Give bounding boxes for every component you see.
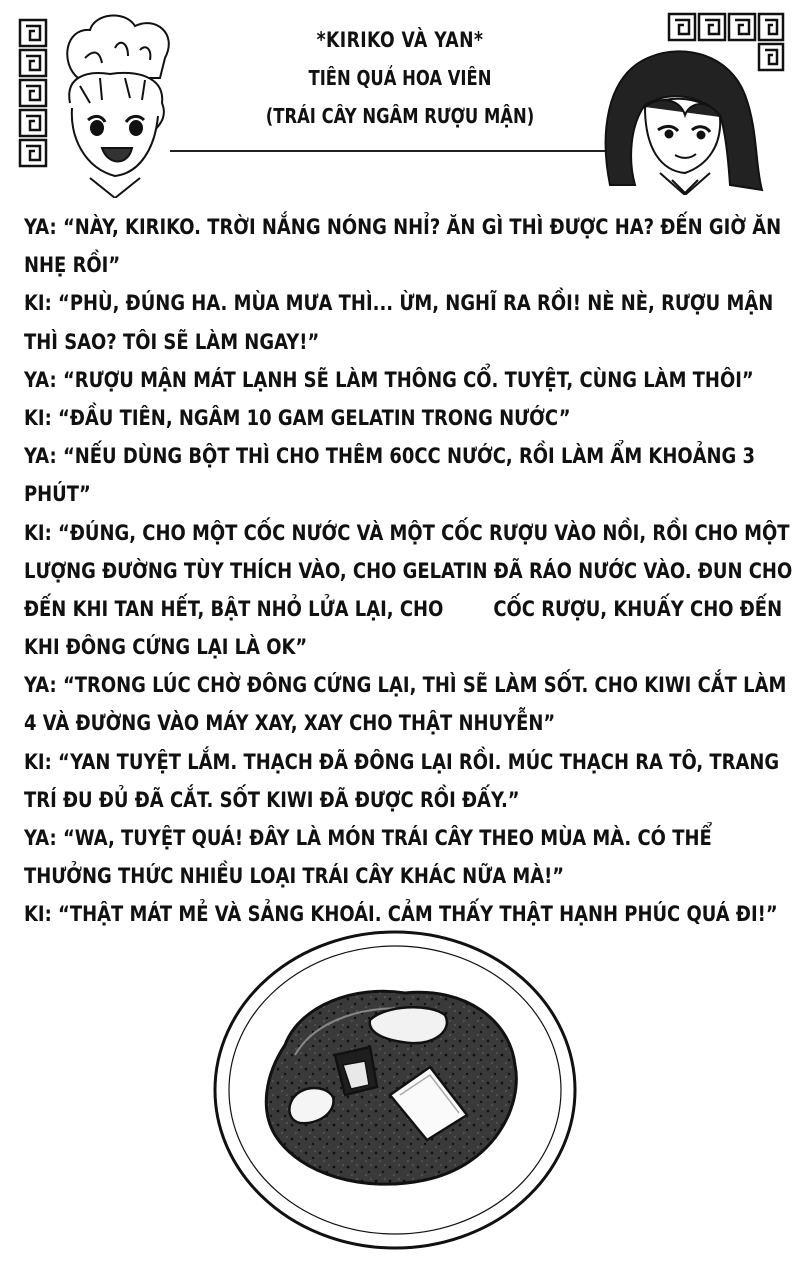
recipe-name: TIÊN QUẢ HOA VIÊN xyxy=(308,66,492,90)
page-title: *KIRIKO VÀ YAN* xyxy=(316,28,484,52)
dessert-plate-icon xyxy=(205,925,585,1255)
recipe-description: (TRÁI CÂY NGÂM RƯỢU MẬN) xyxy=(265,104,535,128)
dialogue-line: YA: “NÀY, KIRIKO. TRỜI NẮNG NÓNG NHỈ? ĂN GÌ THÌ ĐƯỢC HA? ĐẾN GIỜ ĂN xyxy=(24,215,782,239)
dialogue-line: KI: “THẬT MÁT MẺ VÀ SẢNG KHOÁI. CẢM THẤY THẬT HẠNH PHÚC QUÁ ĐI!” xyxy=(24,902,778,927)
dialogue-line: THƯỞNG THỨC NHIỀU LOẠI TRÁI CÂY KHÁC NỮA MÀ!” xyxy=(24,864,565,889)
dialogue-line: NHẸ RỒI” xyxy=(24,253,121,278)
dialogue-line: KI: “ĐẦU TIÊN, NGÂM 10 GAM GELATIN TRONG NƯỚC” xyxy=(24,405,571,430)
dialogue-line: YA: “TRONG LÚC CHỜ ĐÔNG CỨNG LẠI, THÌ SẼ LÀM SỐT. CHO KIWI CẮT LÀM xyxy=(24,673,787,698)
dialogue-line: THÌ SAO? TÔI SẼ LÀM NGAY!” xyxy=(24,329,320,354)
dialogue-line: TRÍ ĐU ĐỦ ĐÃ CẮT. SỐT KIWI ĐÃ ĐƯỢC RỒI ĐẤY.” xyxy=(24,787,520,812)
title-divider xyxy=(170,150,610,152)
long-haired-character-icon xyxy=(590,35,765,195)
dialogue-line: 4 VÀ ĐƯỜNG VÀO MÁY XAY, XAY CHO THẬT NHUYỄN” xyxy=(24,711,556,736)
dialogue-line: YA: “WA, TUYỆT QUÁ! ĐÂY LÀ MÓN TRÁI CÂY THEO MÙA MÀ. CÓ THỂ xyxy=(24,826,712,850)
chef-character-icon xyxy=(40,8,190,198)
dialogue-line: LƯỢNG ĐƯỜNG TÙY THÍCH VÀO, CHO GELATIN ĐÃ RÁO NƯỚC VÀO. ĐUN CHO xyxy=(24,558,793,583)
dialogue-line: KI: “ĐÚNG, CHO MỘT CỐC NƯỚC VÀ MỘT CỐC RƯỢU VÀO NỒI, RỒI CHO MỘT xyxy=(24,520,790,545)
dialogue-line: YA: “NẾU DÙNG BỘT THÌ CHO THÊM 60CC NƯỚC, RỒI LÀM ẨM KHOẢNG 3 xyxy=(24,444,756,469)
dialogue-line: KHI ĐÔNG CỨNG LẠI LÀ OK” xyxy=(24,635,308,660)
dialogue-line: ĐẾN KHI TAN HẾT, BẬT NHỎ LỬA LẠI, CHO CỐC RƯỢU, KHUẤY CHO ĐẾN xyxy=(24,596,783,621)
dialogue-line: KI: “YAN TUYỆT LẮM. THẠCH ĐÃ ĐÔNG LẠI RỒI. MÚC THẠCH RA TÔ, TRANG xyxy=(24,749,780,774)
title-block xyxy=(190,28,610,142)
dialogue-line: PHÚT” xyxy=(24,482,91,507)
dialogue-line: KI: “PHÙ, ĐÚNG HA. MÙA MƯA THÌ... ỪM, NGHĨ RA RỒI! NÈ NÈ, RƯỢU MẬN xyxy=(24,291,774,316)
page-header xyxy=(0,0,809,200)
dialogue-line: YA: “RƯỢU MẬN MÁT LẠNH SẼ LÀM THÔNG CỔ. TUYỆT, CÙNG LÀM THÔI” xyxy=(24,367,754,392)
recipe-dialogue xyxy=(24,208,809,934)
